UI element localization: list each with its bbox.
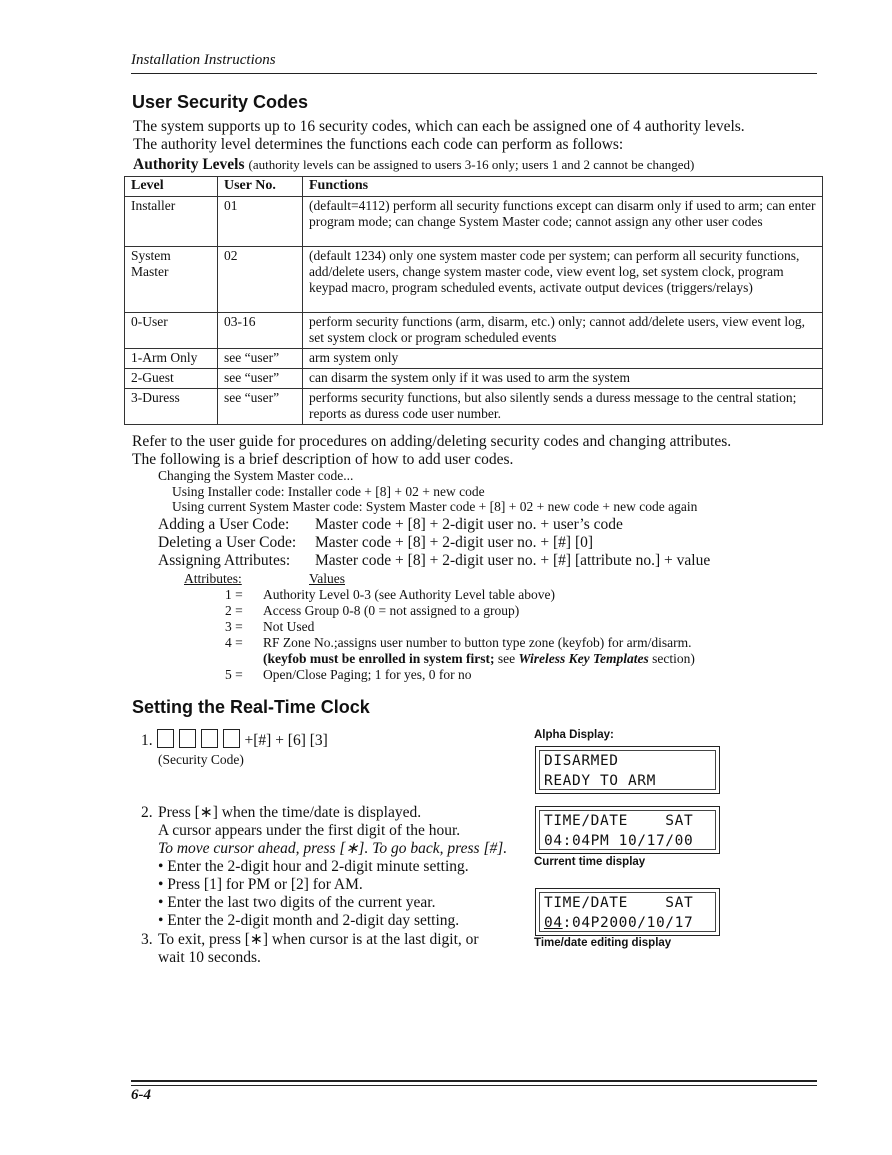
- code-digit-box: [179, 729, 196, 748]
- table-row: [125, 313, 823, 349]
- col-header-functions: Functions: [303, 177, 823, 197]
- level-cell: System Master: [125, 247, 218, 313]
- user-no-cell: 02: [218, 247, 303, 313]
- lcd-display-status: [535, 746, 720, 794]
- lcd-display-editing: [535, 888, 720, 936]
- lcd-line-2: READY TO ARM: [544, 773, 656, 789]
- table-row: [125, 389, 823, 425]
- current-time-caption: Current time display: [534, 856, 646, 868]
- col-header-user-no: User No.: [218, 177, 303, 197]
- keyfob-note-templates: Wireless Key Templates: [518, 651, 649, 666]
- functions-cell: can disarm the system only if it was used to arm the system: [303, 369, 823, 389]
- attribute-text: RF Zone No.;assigns user number to button type zone (keyfob) for arm/disarm.: [263, 635, 692, 650]
- user-no-cell: see “user”: [218, 349, 303, 369]
- keyfob-note-end: section): [652, 651, 695, 666]
- using-master-text: Using current System Master code: System Master code + [8] + 02 + new code + new code again: [172, 499, 698, 514]
- alpha-display-label: Alpha Display:: [534, 729, 614, 741]
- attribute-text: Open/Close Paging; 1 for yes, 0 for no: [263, 667, 472, 682]
- lcd-line-1: TIME/DATE SAT: [544, 895, 694, 911]
- user-no-cell: 01: [218, 197, 303, 247]
- list-item: • Enter the 2-digit hour and 2-digit minute setting.: [158, 858, 469, 875]
- footer-rule: [131, 1080, 817, 1082]
- attribute-text: Access Group 0-8 (0 = not assigned to a group): [263, 603, 520, 618]
- keyfob-note-see: see: [497, 651, 516, 666]
- assigning-value: Master code + [8] + 2-digit user no. + [#] [attribute no.] + value: [315, 552, 711, 569]
- user-no-cell: 03-16: [218, 313, 303, 349]
- refer-line-1: Refer to the user guide for procedures on adding/deleting security codes and changing attributes.: [132, 433, 732, 450]
- functions-cell: performs security functions, but also silently sends a duress message to the central station; reports as duress code user number.: [303, 389, 823, 425]
- attributes-header: Attributes:: [184, 571, 242, 586]
- functions-cell: perform security functions (arm, disarm, etc.) only; cannot add/delete users, view event log, set system clock or program scheduled events: [303, 313, 823, 349]
- level-cell: 0-User: [125, 313, 218, 349]
- user-no-cell: see “user”: [218, 389, 303, 425]
- authority-levels-title: [133, 156, 694, 174]
- step-3-number: 3.: [141, 931, 153, 948]
- list-item: [225, 635, 692, 651]
- step-3-text-cont: wait 10 seconds.: [158, 949, 261, 966]
- assigning-attributes-row: [158, 552, 710, 570]
- lcd-line-1: TIME/DATE SAT: [544, 813, 694, 829]
- cursor-note: A cursor appears under the first digit of the hour.: [158, 822, 461, 839]
- functions-cell: arm system only: [303, 349, 823, 369]
- attribute-number: 5 =: [225, 667, 243, 682]
- authority-levels-table: [124, 176, 823, 425]
- running-header: Installation Instructions: [131, 52, 276, 68]
- section-heading-user-codes: User Security Codes: [132, 92, 309, 112]
- list-item: • Enter the last two digits of the current year.: [158, 894, 436, 911]
- deleting-label: Deleting a User Code:: [158, 534, 297, 551]
- attribute-number: 2 =: [225, 603, 243, 618]
- adding-value: Master code + [8] + 2-digit user no. + user’s code: [315, 516, 623, 533]
- adding-user-code-row: [158, 516, 623, 534]
- lcd-cursor-digits: 04: [544, 915, 563, 931]
- intro-line-2: The authority level determines the functions each code can perform as follows:: [133, 136, 624, 153]
- table-row: [125, 349, 823, 369]
- lcd-line-2-rest: :04P2000/10/17: [562, 915, 694, 931]
- step-2-text: Press [∗] when the time/date is displayed.: [158, 804, 422, 821]
- section-heading-clock: Setting the Real-Time Clock: [132, 697, 370, 717]
- lcd-line-1: DISARMED: [544, 753, 619, 769]
- changing-master-text: Changing the System Master code...: [158, 468, 354, 483]
- adding-label: Adding a User Code:: [158, 516, 290, 533]
- list-item: [225, 587, 555, 603]
- page-number: 6-4: [131, 1087, 151, 1103]
- authority-levels-note: (authority levels can be assigned to users 3-16 only; users 1 and 2 cannot be changed): [248, 157, 695, 172]
- intro-line-1: The system supports up to 16 security codes, which can each be assigned one of 4 authority levels.: [133, 118, 745, 135]
- col-header-level: Level: [125, 177, 218, 197]
- keyfob-note-bold: (keyfob must be enrolled in system first;: [263, 651, 495, 666]
- assigning-label: Assigning Attributes:: [158, 552, 291, 569]
- keyfob-note: [263, 651, 695, 667]
- using-installer-text: Using Installer code: Installer code + [8] + 02 + new code: [172, 484, 485, 499]
- step-1-number: 1.: [141, 732, 153, 749]
- step-3-text: To exit, press [∗] when cursor is at the last digit, or: [158, 931, 479, 948]
- step-2-number: 2.: [141, 804, 153, 821]
- security-code-note: (Security Code): [158, 752, 244, 767]
- lcd-display-current-time: [535, 806, 720, 854]
- functions-cell: (default=4112) perform all security functions except can disarm only if used to arm; can enter program mode; can change System Master code; cannot assign any other user codes: [303, 197, 823, 247]
- user-no-cell: see “user”: [218, 369, 303, 389]
- table-row: [125, 197, 823, 247]
- code-digit-box: [201, 729, 218, 748]
- list-item: [225, 619, 314, 635]
- functions-cell: (default 1234) only one system master code per system; can perform all security functions, add/delete users, change system master code, view event log, set system clock, program keypad macro, program scheduled events, activate output devices (triggers/relays): [303, 247, 823, 313]
- level-cell: 1-Arm Only: [125, 349, 218, 369]
- level-cell: Installer: [125, 197, 218, 247]
- level-cell: 3-Duress: [125, 389, 218, 425]
- attribute-text: Authority Level 0-3 (see Authority Level table above): [263, 587, 556, 602]
- list-item: • Enter the 2-digit month and 2-digit day setting.: [158, 912, 460, 929]
- deleting-user-code-row: [158, 534, 593, 552]
- code-digit-box: [157, 729, 174, 748]
- step-3: [141, 931, 479, 949]
- step-1: [141, 729, 328, 750]
- list-item: • Press [1] for PM or [2] for AM.: [158, 876, 363, 893]
- attribute-number: 3 =: [225, 619, 243, 634]
- deleting-value: Master code + [8] + 2-digit user no. + [#] [0]: [315, 534, 594, 551]
- list-item: [225, 667, 471, 683]
- move-cursor-note: To move cursor ahead, press [∗]. To go back, press [#].: [158, 840, 508, 857]
- attributes-header-row: [184, 571, 345, 587]
- editing-display-caption: Time/date editing display: [534, 937, 672, 949]
- level-cell: 2-Guest: [125, 369, 218, 389]
- header-rule: [131, 73, 817, 74]
- attribute-text: Not Used: [263, 619, 315, 634]
- attribute-number: 1 =: [225, 587, 243, 602]
- table-row: [125, 247, 823, 313]
- list-item: [225, 603, 519, 619]
- table-header-row: [125, 177, 823, 197]
- authority-levels-label: Authority Levels: [133, 156, 245, 173]
- lcd-line-2: [544, 915, 693, 931]
- table-row: [125, 369, 823, 389]
- step-2: [141, 804, 421, 822]
- footer-rule-thin: [131, 1085, 817, 1086]
- lcd-line-2: 04:04PM 10/17/00: [544, 833, 694, 849]
- attribute-number: 4 =: [225, 635, 243, 650]
- code-digit-box: [223, 729, 240, 748]
- values-header: Values: [309, 571, 345, 586]
- step-1-keys: +[#] + [6] [3]: [244, 732, 328, 749]
- refer-line-2: The following is a brief description of how to add user codes.: [132, 451, 514, 468]
